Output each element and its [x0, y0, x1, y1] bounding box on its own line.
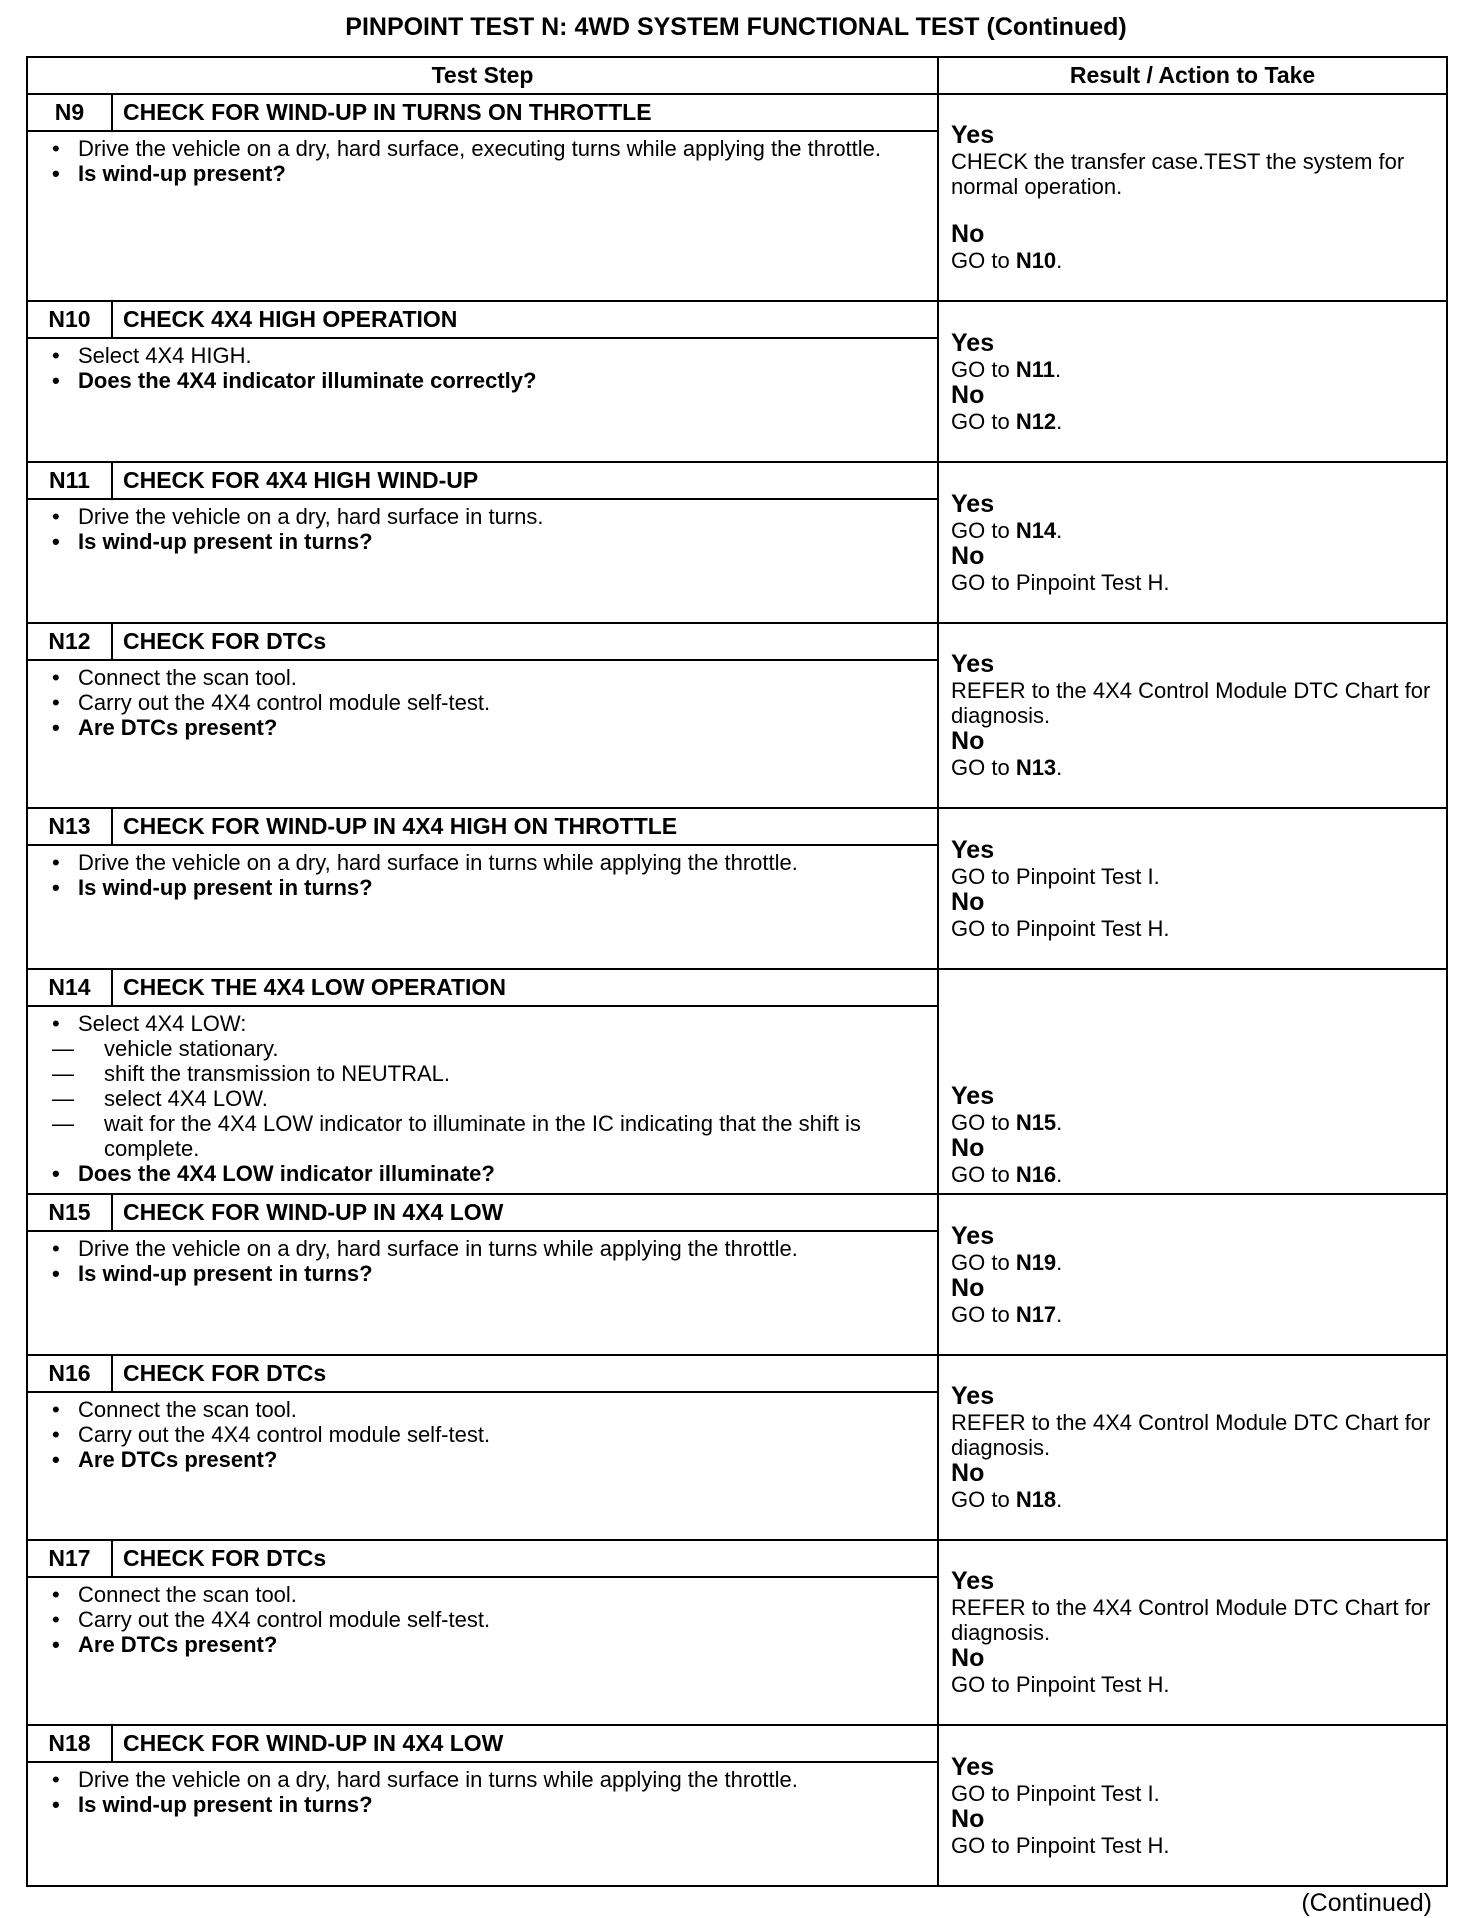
step-body — [27, 338, 938, 462]
step-instruction: • Connect the scan tool. — [52, 1397, 927, 1422]
no-label: No — [951, 887, 985, 916]
test-step-n15 — [27, 1194, 1447, 1355]
step-instruction: • Connect the scan tool. — [52, 665, 927, 690]
yes-label: Yes — [951, 1221, 995, 1250]
no-label: No — [951, 727, 985, 755]
table-header-row — [27, 57, 1447, 94]
step-body — [27, 131, 938, 301]
no-action: GO to N18. — [951, 1487, 1063, 1512]
step-instruction: • Drive the vehicle on a dry, hard surface in turns. — [52, 504, 927, 529]
step-question: • Is wind-up present in turns? — [52, 529, 927, 554]
step-result — [938, 969, 1447, 1194]
sub-step: — shift the transmission to NEUTRAL. — [52, 1061, 927, 1086]
test-step-n12 — [27, 623, 1447, 808]
no-action: GO to Pinpoint Test H. — [951, 1672, 1170, 1697]
step-heading: CHECK FOR WIND-UP IN 4X4 LOW — [112, 1725, 938, 1762]
step-body — [27, 845, 938, 969]
step-body — [27, 1392, 938, 1540]
test-step-n11 — [27, 462, 1447, 623]
step-result — [938, 1725, 1447, 1886]
step-instruction: • Carry out the 4X4 control module self-test. — [52, 1607, 927, 1632]
yes-action: REFER to the 4X4 Control Module DTC Chart for diagnosis. — [951, 1595, 1431, 1645]
step-result — [938, 623, 1447, 808]
step-body — [27, 1577, 938, 1725]
yes-label: Yes — [951, 1752, 995, 1781]
step-id: N14 — [27, 969, 112, 1006]
pinpoint-test-table — [26, 56, 1448, 1887]
step-question: • Are DTCs present? — [52, 1447, 927, 1472]
no-label: No — [951, 1459, 985, 1487]
yes-action: CHECK the transfer case.TEST the system for normal operation. — [951, 149, 1405, 199]
yes-action: GO to Pinpoint Test I. — [951, 1780, 1160, 1806]
no-action: GO to Pinpoint Test H. — [951, 569, 1170, 595]
yes-action: GO to Pinpoint Test I. — [951, 863, 1160, 889]
step-result — [938, 94, 1447, 301]
step-id: N9 — [27, 94, 112, 131]
step-id: N12 — [27, 623, 112, 660]
yes-action: GO to N19. — [951, 1249, 1063, 1275]
yes-label: Yes — [951, 835, 995, 864]
yes-action: REFER to the 4X4 Control Module DTC Chart for diagnosis. — [951, 1410, 1431, 1460]
no-action: GO to N12. — [951, 408, 1063, 434]
step-question: • Is wind-up present in turns? — [52, 1792, 927, 1817]
no-label: No — [951, 220, 985, 248]
test-step-n9 — [27, 94, 1447, 301]
step-heading: CHECK FOR 4X4 HIGH WIND-UP — [112, 462, 938, 499]
yes-action: GO to N14. — [951, 517, 1063, 543]
no-label: No — [951, 1804, 985, 1833]
no-label: No — [951, 1134, 985, 1162]
step-question: • Does the 4X4 indicator illuminate correctly? — [52, 368, 927, 393]
test-step-n13 — [27, 808, 1447, 969]
step-heading: CHECK FOR DTCs — [112, 1355, 938, 1392]
step-instruction: • Select 4X4 LOW: — vehicle stationary. — shift the transmission to NEUTRAL. — select 4X4 LOW. — wait for the 4X4 LOW indicator to illuminate in the IC indicating that the shift is complete. — [52, 1011, 927, 1161]
yes-action: GO to N11. — [951, 356, 1062, 382]
test-step-header: Test Step — [27, 57, 938, 94]
step-id: N16 — [27, 1355, 112, 1392]
page-title: PINPOINT TEST N: 4WD SYSTEM FUNCTIONAL TEST (Continued) — [345, 13, 1127, 41]
yes-label: Yes — [951, 489, 995, 518]
test-step-n17 — [27, 1540, 1447, 1725]
continued-note: (Continued) — [1301, 1889, 1432, 1917]
step-question: • Does the 4X4 LOW indicator illuminate? — [52, 1161, 927, 1186]
yes-label: Yes — [951, 1382, 995, 1410]
no-action: GO to N13. — [951, 755, 1063, 780]
step-body — [27, 660, 938, 808]
step-instruction: • Connect the scan tool. — [52, 1582, 927, 1607]
sub-step: — select 4X4 LOW. — [52, 1086, 927, 1111]
step-id: N13 — [27, 808, 112, 845]
step-instruction: • Drive the vehicle on a dry, hard surface in turns while applying the throttle. — [52, 1236, 927, 1261]
step-result — [938, 462, 1447, 623]
step-result — [938, 808, 1447, 969]
step-result — [938, 1355, 1447, 1540]
no-label: No — [951, 1273, 985, 1302]
step-id: N15 — [27, 1194, 112, 1231]
no-action: GO to N10. — [951, 248, 1063, 273]
step-body — [27, 499, 938, 623]
yes-label: Yes — [951, 650, 995, 678]
yes-label: Yes — [951, 328, 995, 357]
no-label: No — [951, 380, 985, 409]
step-instruction: • Carry out the 4X4 control module self-test. — [52, 690, 927, 715]
result-header: Result / Action to Take — [938, 57, 1447, 94]
step-question: • Is wind-up present in turns? — [52, 875, 927, 900]
no-action: GO to N17. — [951, 1301, 1063, 1327]
step-instruction: • Select 4X4 HIGH. — [52, 343, 927, 368]
step-result — [938, 1540, 1447, 1725]
test-step-n16 — [27, 1355, 1447, 1540]
step-question: • Are DTCs present? — [52, 715, 927, 740]
step-instruction: • Drive the vehicle on a dry, hard surface in turns while applying the throttle. — [52, 850, 927, 875]
step-body — [27, 1006, 938, 1194]
step-heading: CHECK FOR WIND-UP IN TURNS ON THROTTLE — [112, 94, 938, 131]
step-id: N17 — [27, 1540, 112, 1577]
yes-label: Yes — [951, 1082, 995, 1110]
no-action: GO to N16. — [951, 1162, 1063, 1187]
sub-step: — vehicle stationary. — [52, 1036, 927, 1061]
step-result — [938, 301, 1447, 462]
step-heading: CHECK FOR DTCs — [112, 623, 938, 660]
no-label: No — [951, 1644, 985, 1672]
step-heading: CHECK 4X4 HIGH OPERATION — [112, 301, 938, 338]
yes-action: GO to N15. — [951, 1110, 1063, 1135]
yes-action: REFER to the 4X4 Control Module DTC Chart for diagnosis. — [951, 678, 1431, 728]
step-result — [938, 1194, 1447, 1355]
no-action: GO to Pinpoint Test H. — [951, 915, 1170, 941]
test-step-n10 — [27, 301, 1447, 462]
yes-label: Yes — [951, 1567, 995, 1595]
yes-label: Yes — [951, 121, 995, 149]
step-body — [27, 1231, 938, 1355]
step-question: • Are DTCs present? — [52, 1632, 927, 1657]
sub-step: — wait for the 4X4 LOW indicator to illuminate in the IC indicating that the shift is complete. — [52, 1111, 927, 1161]
step-instruction: • Drive the vehicle on a dry, hard surface in turns while applying the throttle. — [52, 1767, 927, 1792]
no-action: GO to Pinpoint Test H. — [951, 1832, 1170, 1858]
step-heading: CHECK FOR WIND-UP IN 4X4 LOW — [112, 1194, 938, 1231]
step-body — [27, 1762, 938, 1886]
step-id: N11 — [27, 462, 112, 499]
test-step-n14 — [27, 969, 1447, 1194]
no-label: No — [951, 541, 985, 570]
step-id: N18 — [27, 1725, 112, 1762]
step-heading: CHECK FOR DTCs — [112, 1540, 938, 1577]
step-id: N10 — [27, 301, 112, 338]
step-question: • Is wind-up present in turns? — [52, 1261, 927, 1286]
step-heading: CHECK FOR WIND-UP IN 4X4 HIGH ON THROTTLE — [112, 808, 938, 845]
test-step-n18 — [27, 1725, 1447, 1886]
step-heading: CHECK THE 4X4 LOW OPERATION — [112, 969, 938, 1006]
step-instruction: • Drive the vehicle on a dry, hard surface, executing turns while applying the throttle. — [52, 136, 927, 161]
step-instruction: • Carry out the 4X4 control module self-test. — [52, 1422, 927, 1447]
step-question: • Is wind-up present? — [52, 161, 927, 186]
